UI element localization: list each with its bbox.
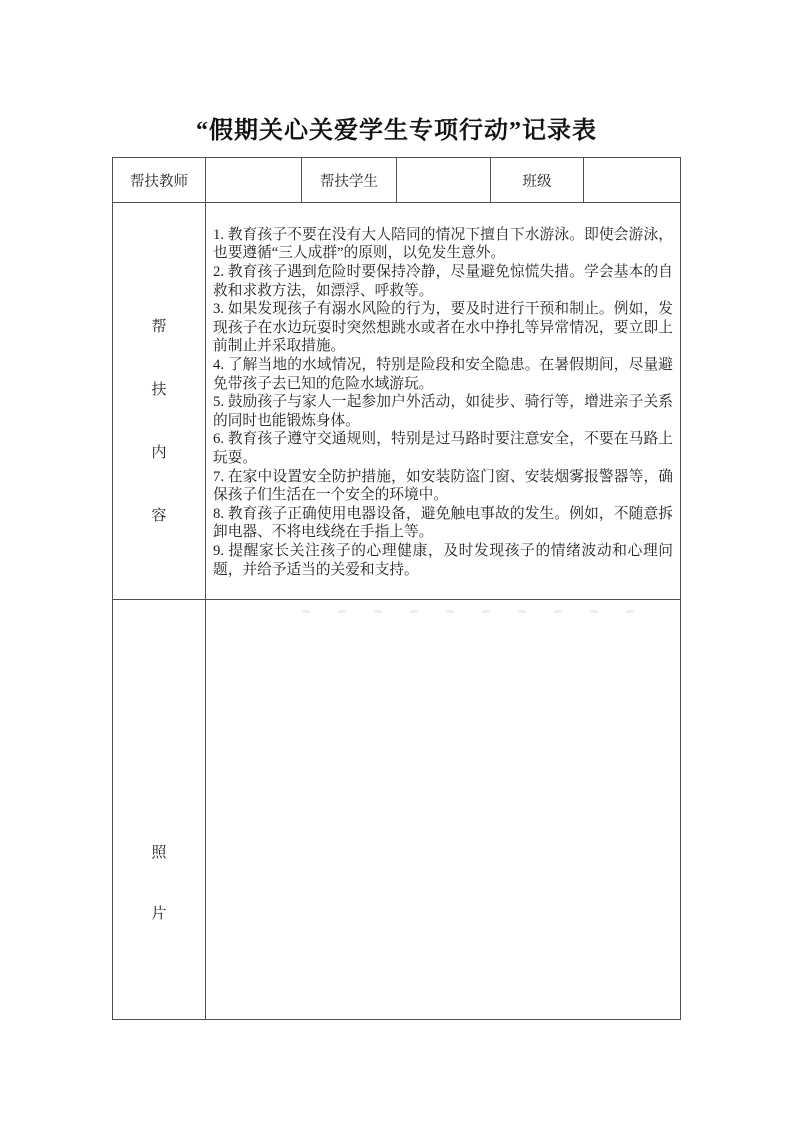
header-row [113,158,681,203]
record-form-table [112,157,681,1020]
content-item-8: 8. 教育孩子正确使用电器设备，避免触电事故的发生。例如，不随意拆卸电器、不将电线绕在手指上等。 [213,505,673,541]
content-label-char: 容 [151,508,167,524]
photo-label-vertical-text [113,600,205,1019]
photo-row [113,600,681,1020]
content-item-3: 3. 如果发现孩子有溺水风险的行为，要及时进行干预和制止。例如，发现孩子在水边玩耍时突然想跳水或者在水中挣扎等异常情况，要立即上前制止并采取措施。 [213,301,673,355]
student-value-cell [397,158,491,203]
content-item-1: 1. 教育孩子不要在没有大人陪同的情况下擅自下水游泳。即使会游泳，也要遵循“三人成群”的原则，以免发生意外。 [213,226,673,262]
faint-scan-artifact [302,610,662,613]
content-label-char: 扶 [151,382,167,398]
class-label-cell: 班级 [491,158,584,203]
content-item-6: 6. 教育孩子遵守交通规则，特别是过马路时要注意安全，不要在马路上玩耍。 [213,431,673,466]
content-item-9: 9. 提醒家长关注孩子的心理健康，及时发现孩子的情绪波动和心理问题，并给予适当的关爱和支持。 [213,542,673,578]
content-cell [206,203,681,600]
page-title: “假期关心关爱学生专项行动”记录表 [196,118,597,144]
content-row [113,203,681,600]
content-label-char: 内 [151,445,167,461]
content-item-4: 4. 了解当地的水域情况，特别是险段和安全隐患。在暑假期间，尽量避免带孩子去已知的危险水域游玩。 [213,357,673,392]
content-item-2: 2. 教育孩子遇到危险时要保持冷静，尽量避免惊慌失措。学会基本的自救和求救方法，如漂浮、呼救等。 [213,264,673,299]
teacher-value-cell [206,158,302,203]
photo-cell [206,600,681,1020]
content-label-char: 帮 [151,319,167,335]
teacher-label-cell: 帮扶教师 [113,158,206,203]
student-label-cell: 帮扶学生 [302,158,397,203]
content-label-vertical-text [113,203,205,599]
class-value-cell [584,158,681,203]
photo-label-char: 片 [151,905,167,922]
content-item-5: 5. 鼓励孩子与家人一起参加户外活动，如徒步、骑行等，增进亲子关系的同时也能锻炼身体。 [213,394,673,429]
content-label-cell [113,203,206,600]
photo-label-char: 照 [151,844,167,861]
content-item-7: 7. 在家中设置安全防护措施，如安装防盗门窗、安装烟雾报警器等，确保孩子们生活在一个安全的环境中。 [213,468,673,504]
photo-label-cell [113,600,206,1020]
